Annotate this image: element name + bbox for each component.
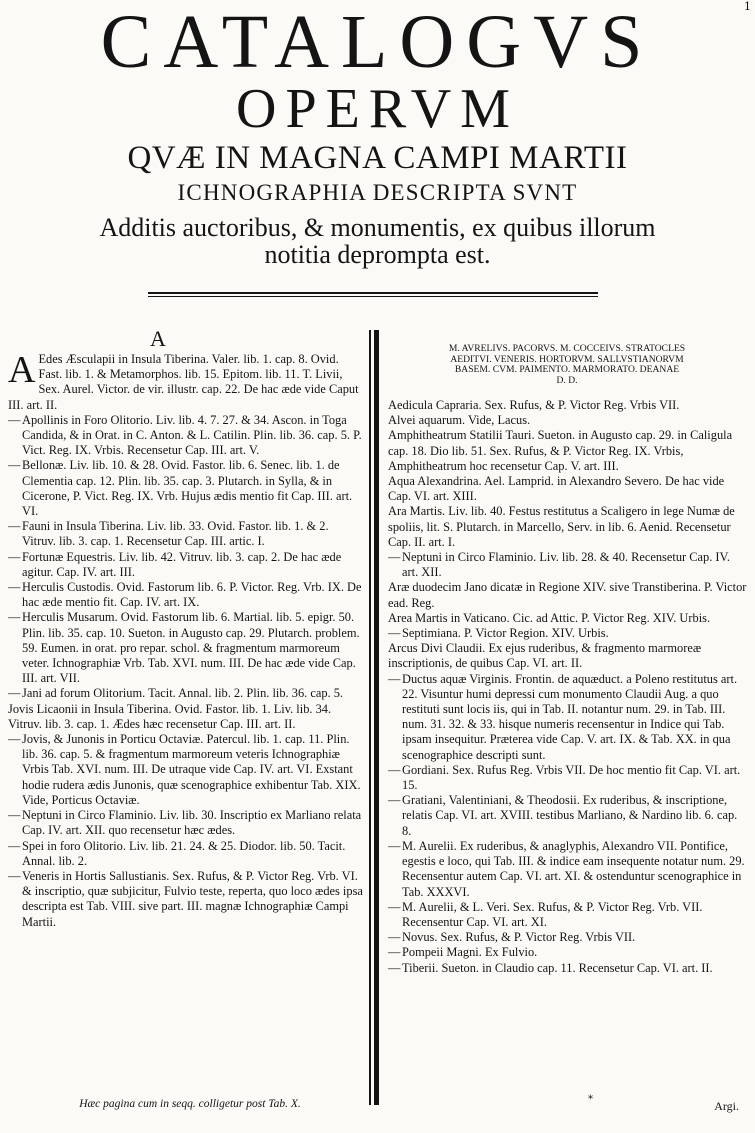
entry-dash: — (8, 868, 21, 883)
entry-dash: — (8, 549, 21, 564)
title-catalogus: CATALOGVS (100, 0, 655, 84)
entry-text: Jovis, & Junonis in Porticu Octaviæ. Patercul. lib. 1. cap. 11. Plin. lib. 36. cap. 5. & fragmentum marmoreum veteris Ichnographiæ Vrbis Tab. XVI. num. III. De utraque vide Cap. IV. art. VI. Exstant hodie rudera ædis Junonis, quæ scenographice exhibentur Tab. XIX. Vide, Porticus Octaviæ. (22, 732, 361, 807)
entry-dash: — (388, 793, 401, 808)
catalogue-entry (388, 945, 748, 960)
catalogue-entry (388, 641, 748, 671)
catalogue-entry (8, 610, 365, 686)
catalogue-entry (8, 732, 365, 808)
entry-dash: — (8, 610, 21, 625)
section-letter: A (150, 326, 166, 351)
entry-text: M. Aurelii, & L. Veri. Sex. Rufus, & P. Victor Reg. Vrb. VII. Recensentur Cap. VI. art. XI. (402, 899, 703, 929)
entry-dash: — (8, 519, 21, 534)
catalogue-entry (8, 808, 365, 838)
inscription-line: AEDITVI. VENERIS. HORTORVM. SALLVSTIANORVM (450, 353, 684, 365)
inscription-line: BASEM. CVM. PAIMENTO. MARMORATO. DEANAE (454, 364, 680, 376)
entry-dash: — (388, 762, 401, 777)
entry-text: Gordiani. Sex. Rufus Reg. Vrbis VII. De hoc mentio fit Cap. VI. art. 15. (402, 762, 741, 793)
catalogue-entry (8, 869, 365, 930)
entry-text: Area Martis in Vaticano. Cic. ad Attic. P. Victor Reg. XIV. Urbis. (388, 610, 711, 625)
entry-text: Bellonæ. Liv. lib. 10. & 28. Ovid. Fastor. lib. 6. Senec. lib. 1. de Clementia cap. 12. Plin. lib. 35. cap. 3. Plutarch. in Sylla, & in Cicerone, P. Vict. Reg. IX. Vrb. Hujus ædis mentio fit Cap. III. art. VI. (22, 458, 353, 519)
catchword: Argi. (714, 1099, 739, 1113)
entry-text: Spei in foro Olitorio. Liv. lib. 21. 24. & 25. Diodor. lib. 50. Tacit. Annal. lib. 2. (22, 838, 346, 868)
entry-text: Arcus Divi Claudii. Ex ejus ruderibus, & fragmento marmoreæ inscriptionis, de quibus Cap. VI. art. II. (388, 641, 702, 671)
double-rule-top (148, 292, 598, 294)
inscription-line: D. D. (556, 374, 578, 386)
entry-dash: — (388, 960, 401, 975)
entry-dash: — (8, 808, 21, 823)
catalogue-entry (388, 839, 748, 900)
catalogue-entry (388, 900, 748, 930)
entry-text: Edes Æsculapii in Insula Tiberina. Valer. lib. 1. cap. 8. Ovid. Fast. lib. 1. & Metamorphos. lib. 15. Epitom. lib. 11. T. Livii, Sex. Aurel. Victor. de vir. illustr. cap. 22. De hac æde vide Caput III. art. II. (8, 352, 359, 412)
entry-text: Ara Martis. Liv. lib. 40. Festus restitutus a Scaligero in lege Numæ de spoliis, lit. S. Plutarch. in Marcello, Serv. in lib. 6. Aenid. Recensetur Cap. II. art. I. (388, 504, 735, 549)
catalogue-entry (388, 930, 748, 945)
catalogue-entry (8, 550, 365, 580)
right-column (388, 398, 748, 976)
title-operum: OPERVM (236, 78, 519, 140)
catalogue-entry (8, 458, 365, 519)
catalogue-entry (388, 961, 748, 976)
entry-dash: — (388, 945, 401, 960)
entry-dash: — (388, 671, 401, 686)
title-line-4: ICHNOGRAPHIA DESCRIPTA SVNT (177, 180, 578, 205)
entry-text: Herculis Custodis. Ovid. Fastorum lib. 6. P. Victor. Reg. Vrb. IX. De hac æde mentio fit. Cap. IV. art. IX. (22, 580, 362, 610)
catalogue-entry (388, 428, 748, 474)
entry-dash: — (8, 732, 21, 747)
catalogue-entry (8, 519, 365, 549)
entry-text: M. Aurelii. Ex ruderibus, & anaglyphis, Alexandro VII. Pontifice, egestis e loco, qui Tab. III. & indice eam insequente notatur num. 29. Recensentur autem Cap. VI. art. XI. & ostenduntur scenographice in Tab. XXXVI. (402, 838, 745, 899)
title-line-5: Additis auctoribus, & monumentis, ex quibus illorum notitia deprompta est. (99, 213, 656, 269)
left-column (8, 349, 365, 930)
inscription-block (386, 344, 748, 386)
catalogue-entry (8, 702, 365, 732)
entry-text: Neptuni in Circo Flaminio. Liv. lib. 30. Inscriptio ex Marliano relata Cap. IV. art. XII. quo recensetur hæc ædes. (22, 808, 362, 838)
entry-dash: — (388, 626, 401, 641)
catalogue-entry (8, 686, 365, 701)
entry-text: Ductus aquæ Virginis. Frontin. de aquæduct. a Poleno restitutus art. 22. Visuntur humi depressi cum monumento Claudii Aug. a quo restituti sunt locis iis, qui in Tab. II. notantur num. 29. in Tab. III. num. 31. 32. & 33. hisque numeris recensentur in Indice qui Tab. ipsam insequitur. Præterea vide Cap. V. art. IX. & Tab. XX. in qua scenographice descripti sunt. (402, 671, 738, 762)
entry-text: Pompeii Magni. Ex Fulvio. (402, 945, 538, 960)
entry-text: Jovis Licaonii in Insula Tiberina. Ovid. Fastor. lib. 1. Liv. lib. 34. Vitruv. lib. 3. cap. 1. Ædes hæc recensetur Cap. III. art. II. (8, 701, 332, 731)
catalogue-entry (388, 550, 748, 580)
entry-dash: — (388, 550, 401, 565)
catalogue-entry (388, 793, 748, 839)
column-divider (369, 330, 381, 1105)
entry-dash: — (8, 838, 21, 853)
catalogue-entry (388, 763, 748, 793)
entry-text: Veneris in Hortis Sallustianis. Sex. Rufus, & P. Victor Reg. Vrb. VI. & inscriptio, quæ subjicitur, Fulvio teste, reperta, quo loco ædes ipsa descripta est Tab. VIII. sive part. III. magnæ Ichnographiæ Campi Martii. (22, 868, 363, 929)
catalogue-entry (8, 413, 365, 459)
catalogue-entry (388, 474, 748, 504)
entry-dash: — (8, 458, 21, 473)
entry-text: Fortunæ Equestris. Liv. lib. 42. Vitruv. lib. 3. cap. 2. De hac æde agitur. Cap. IV. art. III. (22, 549, 342, 579)
catalogue-entry (8, 839, 365, 869)
entry-dash: — (388, 930, 401, 945)
catalogue-entry (388, 398, 748, 413)
entry-text: Herculis Musarum. Ovid. Fastorum lib. 6. Martial. lib. 5. epigr. 50. Plin. lib. 35. cap. 10. Sueton. in Augusto cap. 29. Plutarch. problem. 59. Eumen. in orat. pro repar. schol. & fragmentum marmoreum veter. Ichnographiæ Vrb. Tab. XVI. num. III. De hac æde vide Cap. III. art. VII. (22, 610, 360, 686)
title-line-3: QVÆ IN MAGNA CAMPI MARTII (127, 140, 628, 176)
entry-text: Aqua Alexandrina. Ael. Lamprid. in Alexandro Severo. De hac vide Cap. VI. art. XIII. (388, 474, 725, 504)
entry-text: Septimiana. P. Victor Region. XIV. Urbis. (402, 626, 609, 641)
entry-text: Apollinis in Foro Olitorio. Liv. lib. 4. 7. 27. & 34. Ascon. in Toga Candida, & in Orat. in C. Anton. & L. Catilin. Plin. lib. 36. cap. 5. P. Vict. Reg. IX. Vrbis. Recensetur Cap. III. art. V. (22, 412, 362, 458)
entry-text: Jani ad forum Olitorium. Tacit. Annal. lib. 2. Plin. lib. 36. cap. 5. (22, 686, 344, 701)
page-number: 1 (744, 0, 751, 13)
catalogue-entry (8, 580, 365, 610)
entry-text: Tiberii. Sueton. in Claudio cap. 11. Recensetur Cap. VI. art. II. (402, 960, 713, 975)
drop-cap: A (8, 349, 36, 391)
entry-dash: — (388, 899, 401, 914)
entry-text: Aedicula Capraria. Sex. Rufus, & P. Victor Reg. Vrbis VII. (388, 398, 680, 412)
catalogue-entry (388, 413, 748, 428)
entry-dash: — (8, 580, 21, 595)
entry-text: Aræ duodecim Jano dicatæ in Regione XIV. sive Transtiberina. P. Victor ead. Reg. (388, 580, 747, 610)
entry-dash: — (8, 412, 21, 427)
entry-dash: — (388, 838, 401, 853)
catalogue-entry (388, 611, 748, 626)
flourish-mark: * (588, 1094, 593, 1105)
catalogue-entry (388, 626, 748, 641)
entry-text: Gratiani, Valentiniani, & Theodosii. Ex ruderibus, & inscriptione, relatis Cap. VI. art. XVIII. testibus Marliano, & Nardino lib. 6. cap. 8. (402, 793, 738, 838)
entry-text: Amphitheatrum Statilii Tauri. Sueton. in Augusto cap. 29. in Caligula cap. 18. Dio lib. 51. Sex. Rufus, & P. Victor Reg. IX. Vrbis, Amphitheatrum hoc recensetur Cap. V. art. III. (388, 428, 733, 473)
bottom-note: Hæc pagina cum in seqq. colligetur post Tab. X. (79, 1098, 301, 1110)
catalogue-entry (388, 504, 748, 550)
entry-text: Fauni in Insula Tiberina. Liv. lib. 33. Ovid. Fastor. lib. 1. & 2. Vitruv. lib. 3. cap. 1. Recensetur Cap. III. artic. I. (22, 519, 329, 549)
entry-text: Novus. Sex. Rufus, & P. Victor Reg. Vrbis VII. (402, 930, 636, 945)
inscription-line: M. AVRELIVS. PACORVS. M. COCCEIVS. STRATOCLES (448, 343, 686, 354)
entry-dash: — (8, 686, 21, 701)
entry-text: Neptuni in Circo Flaminio. Liv. lib. 28. & 40. Recensetur Cap. IV. art. XII. (402, 550, 730, 580)
entry-text: Alvei aquarum. Vide, Lacus. (388, 413, 531, 428)
catalogue-entry (388, 580, 748, 610)
catalogue-entry (8, 349, 365, 413)
double-rule-bottom (148, 296, 598, 297)
catalogue-entry (388, 672, 748, 763)
